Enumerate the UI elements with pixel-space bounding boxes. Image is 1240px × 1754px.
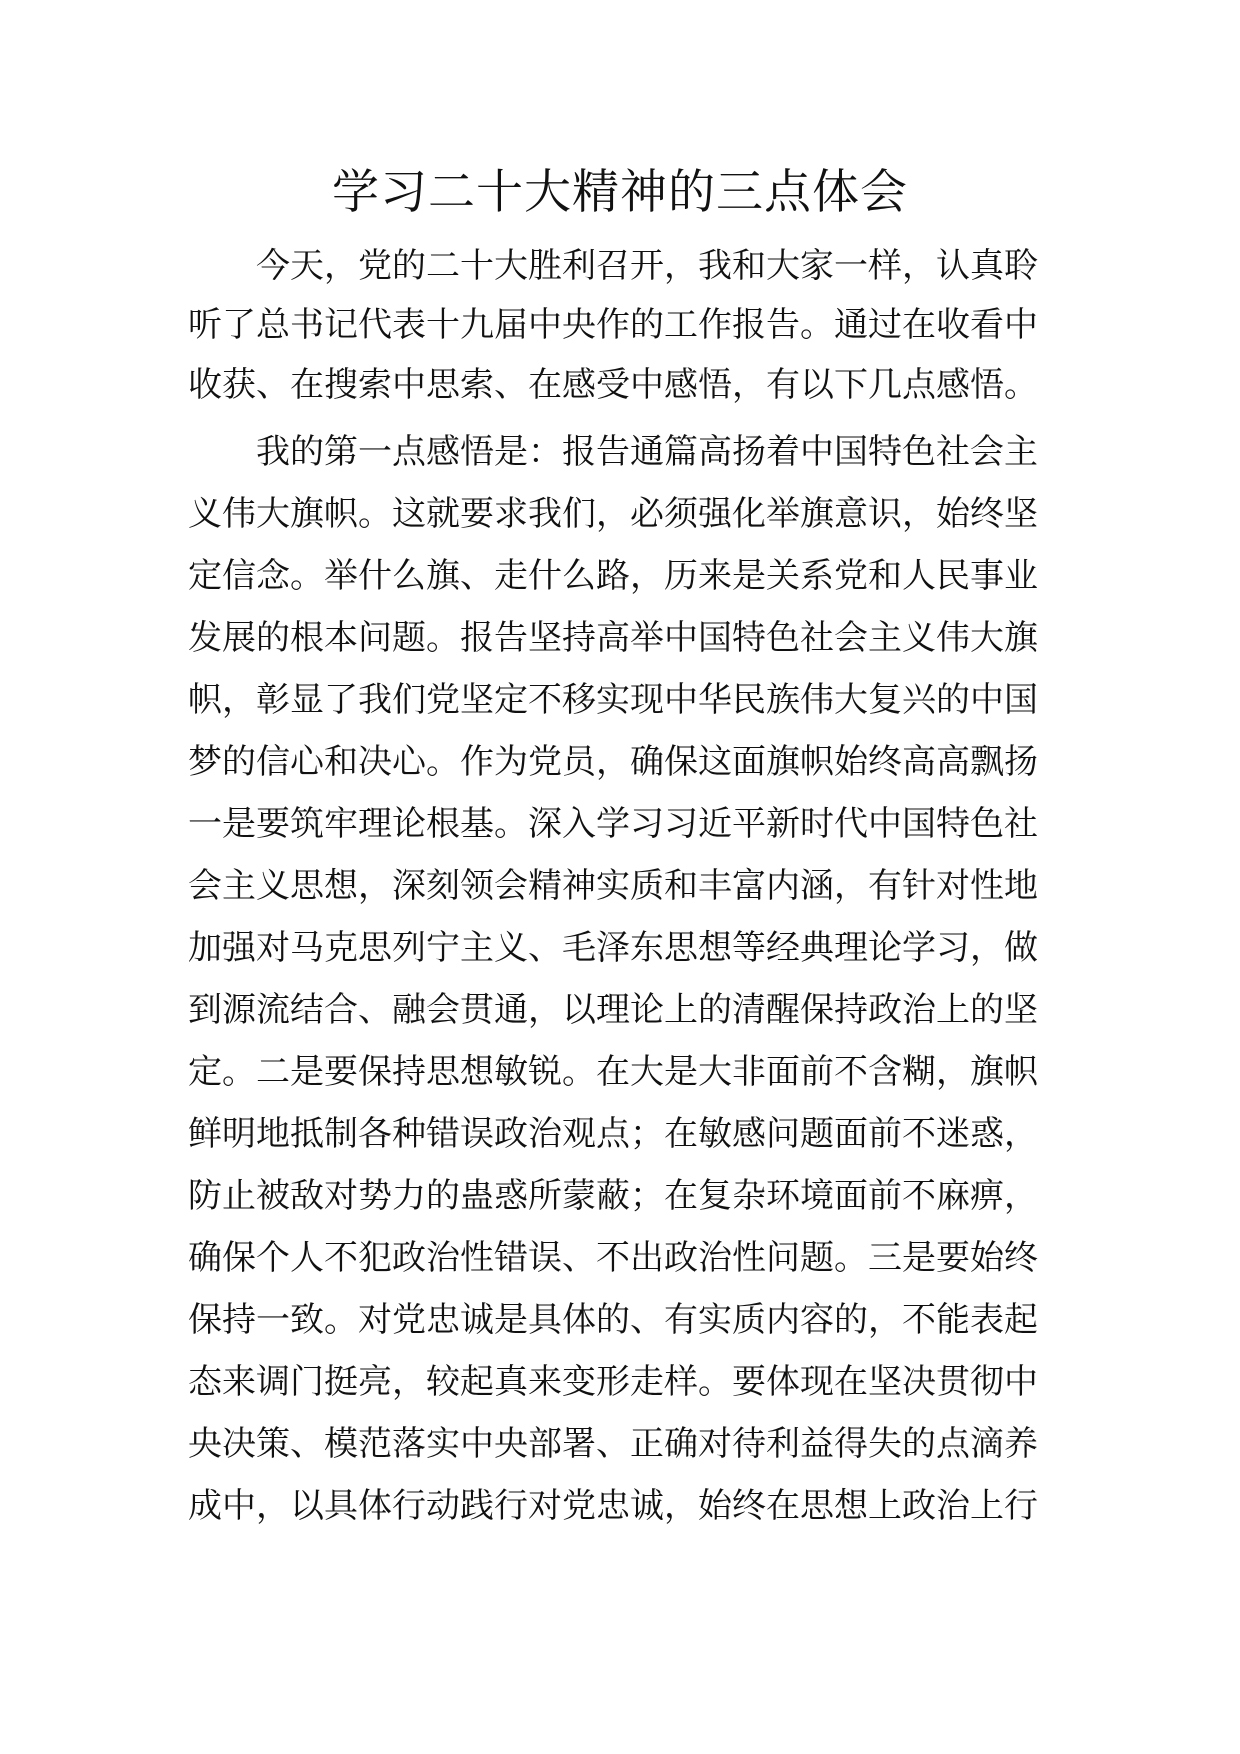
paragraph-2-line-18: 成中，以具体行动践行对党忠诚，始终在思想上政治上行 <box>188 1486 1038 1526</box>
paragraph-2-line-14: 确保个人不犯政治性错误、不出政治性问题。三是要始终 <box>188 1238 1038 1278</box>
paragraph-2-line-12: 鲜明地抵制各种错误政治观点；在敏感问题面前不迷惑， <box>188 1114 1038 1154</box>
paragraph-2-line-4: 发展的根本问题。报告坚持高举中国特色社会主义伟大旗 <box>188 618 1038 658</box>
paragraph-2-line-16: 态来调门挺亮，较起真来变形走样。要体现在坚决贯彻中 <box>188 1362 1038 1402</box>
paragraph-2-line-11: 定。二是要保持思想敏锐。在大是大非面前不含糊，旗帜 <box>188 1052 1038 1092</box>
document-title: 学习二十大精神的三点体会 <box>332 165 908 220</box>
paragraph-2-line-13: 防止被敌对势力的蛊惑所蒙蔽；在复杂环境面前不麻痹， <box>188 1176 1038 1216</box>
paragraph-1-line-2: 听了总书记代表十九届中央作的工作报告。通过在收看中 <box>188 305 1038 345</box>
paragraph-1-line-1: 今天，党的二十大胜利召开，我和大家一样，认真聆 <box>256 246 1038 286</box>
paragraph-2-line-6: 梦的信心和决心。作为党员，确保这面旗帜始终高高飘扬 <box>188 742 1038 782</box>
paragraph-1-line-3: 收获、在搜索中思索、在感受中感悟，有以下几点感悟。 <box>188 365 1038 405</box>
paragraph-2-line-10: 到源流结合、融会贯通，以理论上的清醒保持政治上的坚 <box>188 990 1038 1030</box>
paragraph-2-line-17: 央决策、模范落实中央部署、正确对待利益得失的点滴养 <box>188 1424 1038 1464</box>
paragraph-2-line-5: 帜，彰显了我们党坚定不移实现中华民族伟大复兴的中国 <box>188 680 1038 720</box>
paragraph-2-line-8: 会主义思想，深刻领会精神实质和丰富内涵，有针对性地 <box>188 866 1038 906</box>
paragraph-2-line-2: 义伟大旗帜。这就要求我们，必须强化举旗意识，始终坚 <box>188 494 1038 534</box>
paragraph-2-line-3: 定信念。举什么旗、走什么路，历来是关系党和人民事业 <box>188 556 1038 596</box>
paragraph-2-line-9: 加强对马克思列宁主义、毛泽东思想等经典理论学习，做 <box>188 928 1038 968</box>
paragraph-2-line-7: 一是要筑牢理论根基。深入学习习近平新时代中国特色社 <box>188 804 1038 844</box>
paragraph-2-line-15: 保持一致。对党忠诚是具体的、有实质内容的，不能表起 <box>188 1300 1038 1340</box>
paragraph-2-line-1: 我的第一点感悟是：报告通篇高扬着中国特色社会主 <box>256 432 1038 472</box>
